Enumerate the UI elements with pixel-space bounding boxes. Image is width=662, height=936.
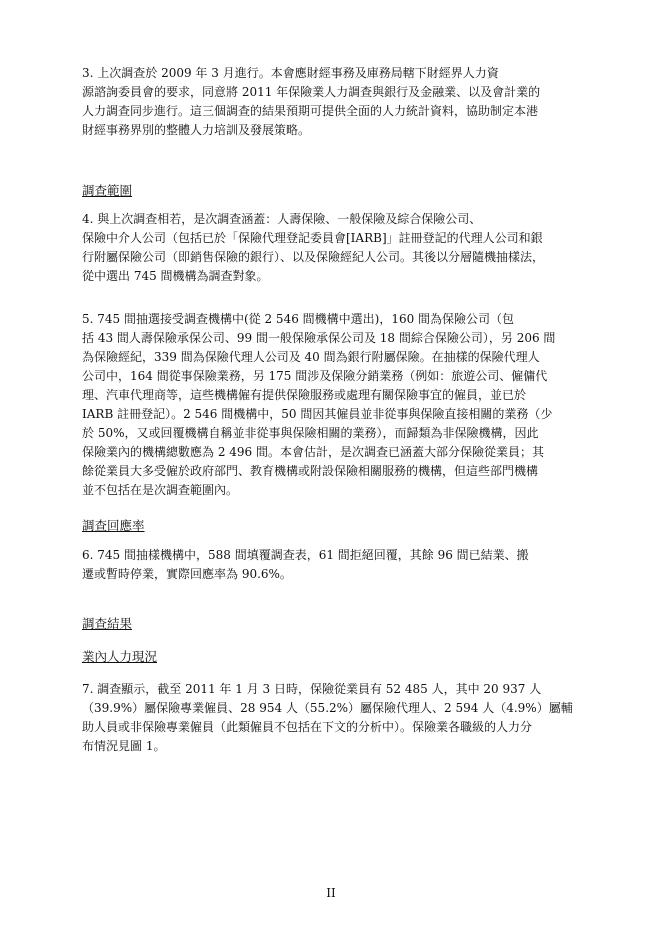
paragraph-line: 3. 上次調查於 2009 年 3 月進行。本會應財經事務及庫務局轄下財經界人力資: [82, 66, 499, 80]
paragraph-line: IARB 註冊登記）。2 546 間機構中，50 間因其僱員並非從事與保險直接相關的業務（少: [82, 407, 553, 421]
paragraph-6: [82, 546, 584, 584]
paragraph-4: [82, 210, 584, 286]
paragraph-line: 人力調查同步進行。這三個調查的結果預期可提供全面的人力統計資料，協助制定本港: [82, 104, 539, 118]
paragraph-line: 4. 與上次調查相若，是次調查涵蓋：人壽保險、一般保險及綜合保險公司、: [82, 212, 482, 226]
paragraph-line: 7. 調查顯示，截至 2011 年 1 月 3 日時，保險從業員有 52 485 人，其中 20 937 人: [82, 682, 542, 696]
subsection-heading-manpower: 業內人力現況: [82, 649, 158, 664]
paragraph-line: （39.9%）屬保險專業僱員、28 954 人（55.2%）屬保險代理人、2 594 人（4.9%）屬輔: [82, 701, 573, 715]
paragraph-line: 理、汽車代理商等，這些機構僱有提供保險服務或處理有關保險事宜的僱員，並已於: [82, 388, 527, 402]
paragraph-line: 為保險經紀，339 間為保險代理人公司及 40 間為銀行附屬保險。在抽樣的保險代理人: [82, 350, 540, 364]
paragraph-3: [82, 64, 584, 140]
paragraph-line: 6. 745 間抽樣機構中，588 間填覆調查表，61 間拒絕回覆，其餘 96 間已結業、搬: [82, 548, 529, 562]
paragraph-line: 5. 745 間抽選接受調查機構中(從 2 546 間機構中選出)，160 間為保險公司（包: [82, 312, 515, 326]
paragraph-line: 於 50%，又或回覆機構自稱並非從事與保險相關的業務），而歸類為非保險機構，因此: [82, 426, 539, 440]
paragraph-line: 布情況見圖 1。: [82, 739, 166, 753]
page-number: II: [326, 886, 336, 900]
section-heading-scope: 調查範圍: [82, 183, 133, 198]
paragraph-line: 行附屬保險公司（即銷售保險的銀行）、以及保險經紀人公司。其後以分層隨機抽樣法，: [82, 250, 545, 264]
paragraph-line: 助人員或非保險專業僱員（此類僱員不包括在下文的分析中）。保險業各職級的人力分: [82, 720, 533, 734]
paragraph-7: [82, 680, 584, 756]
paragraph-line: 保險中介人公司（包括已於「保險代理登記委員會[IARB]」註冊登記的代理人公司和銀: [82, 231, 543, 245]
section-heading-response-rate: 調查回應率: [82, 518, 145, 533]
paragraph-line: 源諮詢委員會的要求，同意將 2011 年保險業人力調查與銀行及金融業、以及會計業的: [82, 85, 541, 99]
paragraph-line: 餘從業員大多受僱於政府部門、教育機構或附設保險相關服務的機構，但這些部門機構: [82, 464, 539, 478]
paragraph-line: 並不包括在是次調查範圍內。: [82, 483, 239, 497]
paragraph-line: 從中選出 745 間機構為調查對象。: [82, 269, 269, 283]
paragraph-line: 遷或暫時停業，實際回應率為 90.6%。: [82, 567, 292, 581]
paragraph-line: 財經事務界別的整體人力培訓及發展策略。: [82, 123, 311, 137]
paragraph-line: 括 43 間人壽保險承保公司、99 間一般保險承保公司及 18 間綜合保險公司），另 206 間: [82, 331, 556, 345]
paragraph-line: 公司中，164 間從事保險業務，另 175 間涉及保險分銷業務（例如：旅遊公司、僱傭代: [82, 369, 548, 383]
paragraph-5: [82, 310, 584, 500]
section-heading-results: 調查結果: [82, 616, 133, 631]
paragraph-line: 保險業內的機構總數應為 2 496 間。本會估計，是次調查已涵蓋大部分保險從業員；其: [82, 445, 544, 459]
